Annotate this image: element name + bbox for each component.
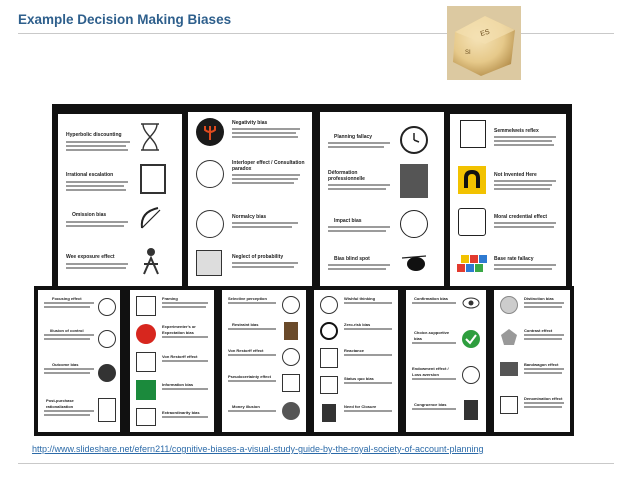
card-title: Post-purchase rationalization <box>46 398 74 409</box>
card-title: Neglect of probability <box>232 254 284 260</box>
card-title: Selective perception <box>228 296 267 301</box>
receipt-icon <box>98 398 116 422</box>
card-title: Normalcy bias <box>232 214 267 220</box>
card-title: Déformation professionnelle <box>328 170 365 182</box>
bias-card-3 <box>320 112 444 288</box>
bow-arrow-icon <box>138 204 164 232</box>
card-title: Moral credential effect <box>494 214 548 220</box>
magnet-icon <box>458 166 486 194</box>
eye-icon <box>462 296 480 308</box>
bias-card-4 <box>450 114 566 286</box>
bias-card-8 <box>314 290 398 432</box>
card-title: Interloper effect / Consultation paradox <box>232 160 305 172</box>
hourglass-icon <box>138 122 162 152</box>
figure-icon <box>400 164 428 198</box>
dice-image <box>447 6 521 80</box>
globe-icon <box>98 298 116 316</box>
card-title: Wee exposure effect <box>66 254 115 260</box>
octagon-icon <box>136 296 156 316</box>
card-title: Von Restorff effect <box>228 348 264 353</box>
card-title: Confirmation bias <box>414 296 449 301</box>
card-title: Semmelweis reflex <box>494 128 539 134</box>
card-title: Illusion of control <box>50 328 84 333</box>
card-title: Need for Closure <box>344 404 377 409</box>
red-circle-icon <box>136 324 156 344</box>
card-title: Zero-risk bias <box>344 322 371 327</box>
card-title: Base rate fallacy <box>494 256 534 262</box>
card-title: Endowment effect / Loss aversion <box>412 366 449 377</box>
card-title: Status quo bias <box>344 376 374 381</box>
check-icon <box>462 330 480 348</box>
bias-card-7 <box>222 290 306 432</box>
card-title: Outcome bias <box>52 362 79 367</box>
page-title: Example Decision Making Biases <box>18 12 232 27</box>
ship-icon <box>500 362 518 376</box>
card-title: Pseudocertainty effect <box>228 374 271 379</box>
card-title: Distinction bias <box>524 296 554 301</box>
target-icon <box>462 366 480 384</box>
bull-icon <box>460 120 486 148</box>
card-title: Focusing effect <box>52 296 82 301</box>
top-cards-panel <box>52 104 572 290</box>
coins-icon <box>500 396 518 414</box>
speech-face-icon <box>458 208 486 236</box>
bias-card-2 <box>188 112 312 288</box>
zero-icon <box>320 322 338 340</box>
figures-icon <box>196 160 224 188</box>
dice-icon <box>196 250 222 276</box>
blocks-icon <box>456 250 488 274</box>
card-title: Experimenter's or Expectation bias <box>162 324 196 335</box>
mug-icon <box>284 322 298 340</box>
card-title: Planning fallacy <box>334 134 373 140</box>
svg-text:ES: ES <box>479 28 491 38</box>
card-title: Framing <box>162 296 178 301</box>
bias-card-6 <box>130 290 214 432</box>
card-title: Choice-supportive bias <box>414 330 450 341</box>
pentagon-icon <box>500 328 518 346</box>
clock-icon <box>400 126 428 154</box>
flag-icon <box>136 380 156 400</box>
title-divider <box>18 33 614 34</box>
source-link[interactable]: http://www.slideshare.net/efern211/cognitive-biases-a-visual-study-guide-by-the-royal-society-of-account-planning <box>32 444 484 454</box>
card-title: Not Invented Here <box>494 172 537 178</box>
shapes-icon <box>320 376 338 394</box>
wish-icon <box>320 296 338 314</box>
bucket-icon <box>136 352 156 372</box>
card-title: Impact bias <box>334 218 362 224</box>
card-title: Irrational escalation <box>66 172 114 178</box>
microscope-icon <box>464 400 478 420</box>
person-icon <box>140 246 162 276</box>
faces-icon <box>98 330 116 348</box>
coin-icon <box>282 402 300 420</box>
card-title: Negativity bias <box>232 120 268 126</box>
card-title: Extraordinarity bias <box>162 410 200 415</box>
card-title: Congruence bias <box>414 402 447 407</box>
card-title: Restraint bias <box>232 322 259 327</box>
card-title: Information bias <box>162 382 194 387</box>
dots-icon <box>282 348 300 366</box>
card-title: Contrast effect <box>524 328 553 333</box>
card-title: Hyperbolic discounting <box>66 132 122 138</box>
svg-text:SI: SI <box>465 50 471 56</box>
cd-icon <box>500 296 518 314</box>
card-title: Von Restorff effect <box>162 354 198 359</box>
lamp-icon <box>136 408 156 426</box>
eyepatch-icon <box>400 254 428 272</box>
card-title: Bandwagon effect <box>524 362 559 367</box>
stacked-bars-icon <box>140 164 166 194</box>
risk-icon <box>282 374 300 392</box>
bird-icon <box>400 210 428 238</box>
hand-icon <box>320 348 338 368</box>
lock-icon <box>322 404 336 422</box>
card-title: Denomination effect <box>524 396 563 401</box>
glasses-icon <box>282 296 300 314</box>
card-title: Wishful thinking <box>344 296 376 301</box>
bias-card-10 <box>494 290 570 432</box>
bias-card-1 <box>58 114 182 286</box>
chevron-circle-icon <box>196 210 224 238</box>
vinyl-icon <box>98 364 116 382</box>
card-title: Money illusion <box>232 404 260 409</box>
bottom-cards-panel <box>34 286 574 436</box>
card-title: Omission bias <box>72 212 107 218</box>
card-title: Reactance <box>344 348 365 353</box>
footer-divider <box>18 463 614 464</box>
bias-card-5 <box>38 290 120 432</box>
bias-card-9 <box>406 290 486 432</box>
trident-icon <box>196 118 224 146</box>
card-title: Bias blind spot <box>334 256 370 262</box>
